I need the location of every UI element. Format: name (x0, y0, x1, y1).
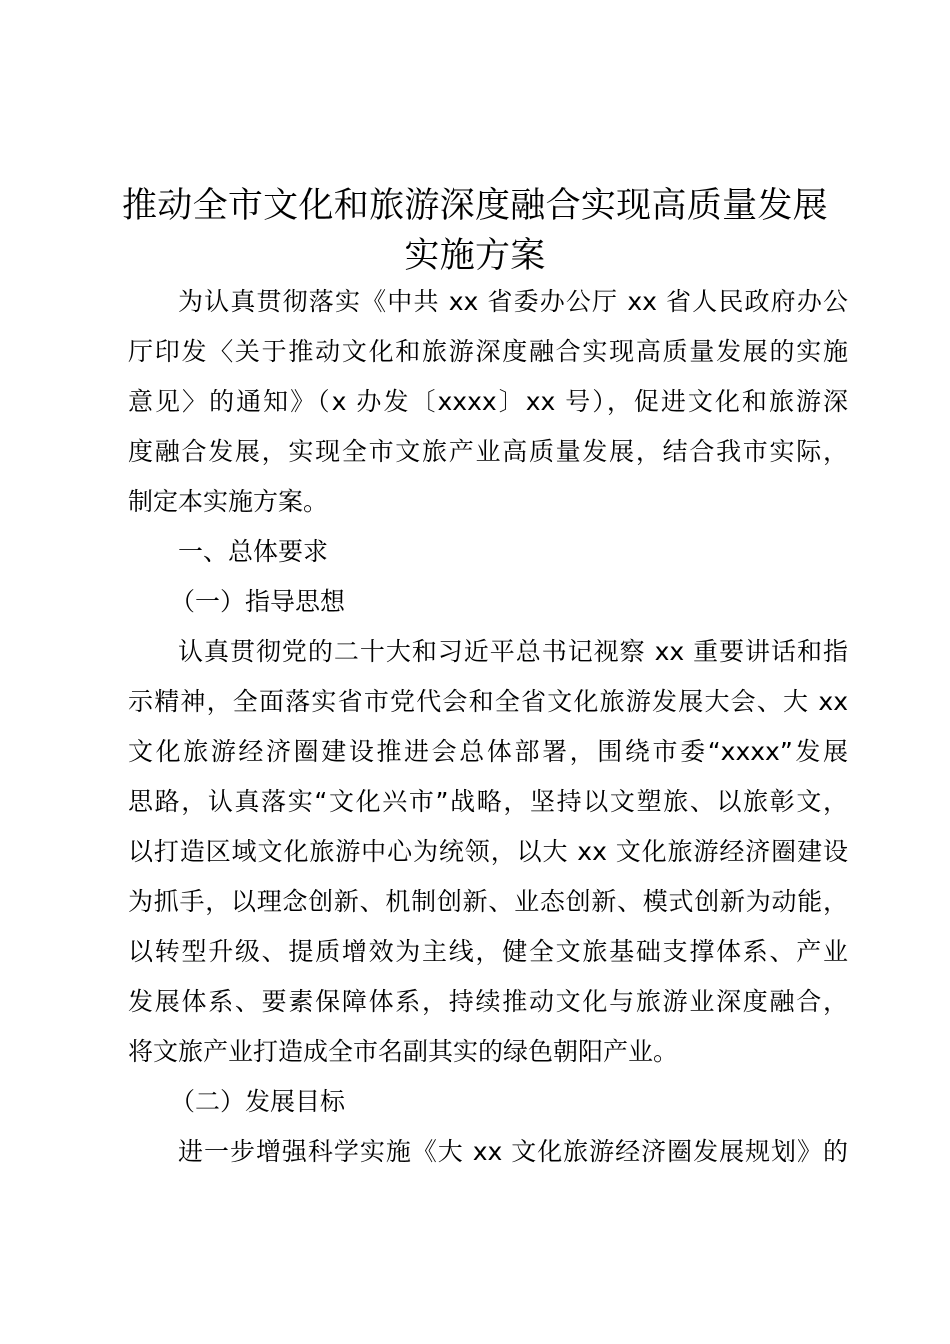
paragraph-guiding-line-8: 发展体系、要素保障体系，持续推动文化与旅游业深度融合， (128, 987, 848, 1016)
paragraph-guiding-line-2: 示精神，全面落实省市党代会和全省文化旅游发展大会、大 xx (128, 687, 848, 716)
paragraph-guiding-line-5: 以打造区域文化旅游中心为统领，以大 xx 文化旅游经济圈建设 (128, 837, 848, 866)
paragraph-intro-line-5: 制定本实施方案。 (128, 487, 329, 516)
paragraph-guiding-line-3: 文化旅游经济圈建设推进会总体部署，围绕市委“xxxx”发展 (128, 737, 848, 766)
paragraph-guiding-line-1: 认真贯彻党的二十大和习近平总书记视察 xx 重要讲话和指 (178, 637, 848, 666)
paragraph-guiding-line-7: 以转型升级、提质增效为主线，健全文旅基础支撑体系、产业 (128, 937, 848, 966)
paragraph-guiding-line-6: 为抓手，以理念创新、机制创新、业态创新、模式创新为动能， (128, 887, 848, 916)
paragraph-intro-line-4: 度融合发展，实现全市文旅产业高质量发展，结合我市实际， (128, 437, 848, 466)
paragraph-intro-line-3: 意见〉的通知》（x 办发〔xxxx〕xx 号），促进文化和旅游深 (128, 387, 848, 416)
section-heading-1: 一、总体要求 (178, 537, 329, 566)
document-title-line-1: 推动全市文化和旅游深度融合实现高质量发展 (121, 186, 828, 226)
paragraph-intro-line-1: 为认真贯彻落实《中共 xx 省委办公厅 xx 省人民政府办公 (178, 287, 848, 316)
paragraph-intro-line-2: 厅印发〈关于推动文化和旅游深度融合实现高质量发展的实施 (128, 337, 848, 366)
subsection-heading-2: （二）发展目标 (170, 1087, 346, 1116)
paragraph-guiding-line-4: 思路，认真落实“文化兴市”战略，坚持以文塑旅、以旅彰文， (128, 787, 848, 816)
subsection-heading-1: （一）指导思想 (170, 587, 346, 616)
paragraph-goals-line-1: 进一步增强科学实施《大 xx 文化旅游经济圈发展规划》的 (178, 1137, 848, 1166)
paragraph-guiding-line-9: 将文旅产业打造成全市名副其实的绿色朝阳产业。 (128, 1037, 679, 1066)
document-title-line-2: 实施方案 (404, 236, 546, 276)
